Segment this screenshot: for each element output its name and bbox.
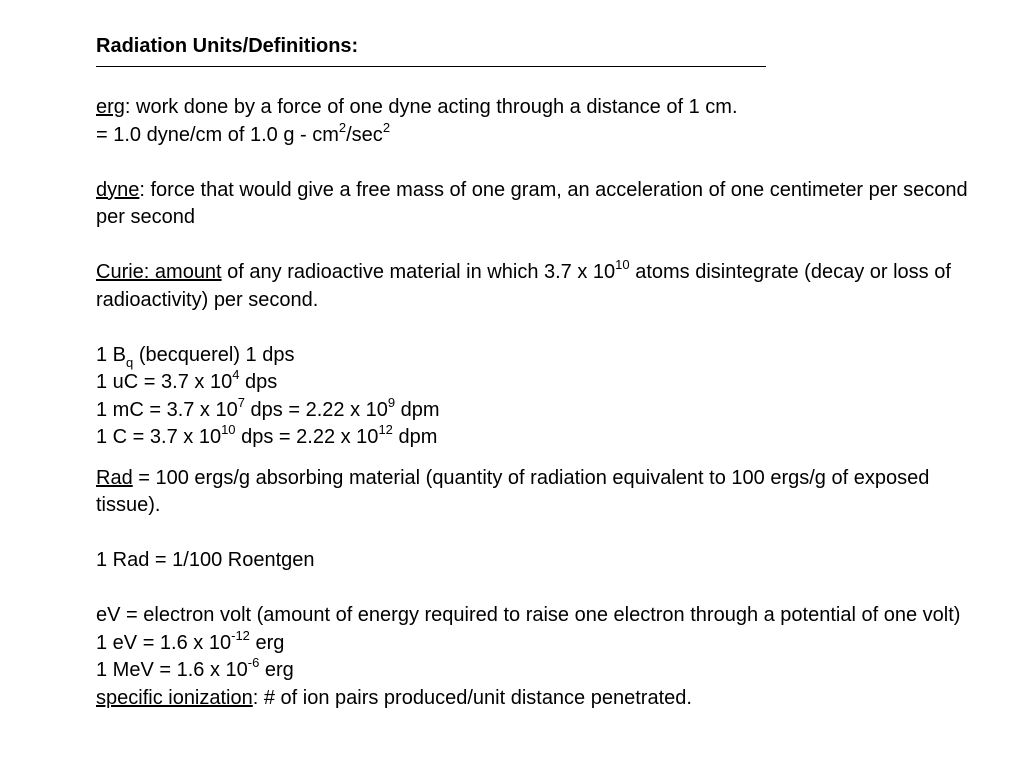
spacer	[96, 67, 996, 95]
spacer	[96, 575, 996, 603]
specific-ionization-definition	[96, 685, 996, 713]
mc-sup1: 7	[237, 394, 245, 410]
erg-eq-exp1: 2	[338, 119, 347, 135]
spacer	[96, 149, 996, 177]
erg-eq-mid: /sec	[346, 123, 383, 146]
ev-sup: -12	[231, 627, 250, 643]
mc-a: 1 mC = 3.7 x 10	[96, 398, 238, 421]
dyne-term: dyne	[96, 178, 140, 201]
unit-becquerel	[96, 342, 996, 370]
curie-text-a: of any radioactive material in which 3.7 x 10	[221, 261, 616, 283]
mc-c: dpm	[395, 398, 440, 421]
uc-a: 1 uC = 3.7 x 10	[96, 371, 233, 393]
spacer	[96, 314, 996, 342]
rad-term: Rad	[96, 466, 133, 489]
uc-b: dps	[239, 371, 278, 393]
erg-equation	[96, 119, 996, 150]
spacer	[96, 520, 996, 548]
c-sup2: 12	[378, 422, 393, 438]
ev-a: 1 eV = 1.6 x 10	[96, 631, 232, 654]
curie-text-b: atoms disintegrate (decay or loss of radioactivity) per second.	[96, 261, 951, 311]
erg-eq-exp2: 2	[382, 119, 391, 135]
unit-curie	[96, 424, 996, 452]
c-sup1: 10	[221, 422, 236, 438]
rad-roentgen-relation: 1 Rad = 1/100 Roentgen	[96, 549, 315, 571]
rad-definition-text: = 100 ergs/g absorbing material (quantity of radiation equivalent to 100 ergs/g of exposed tissue).	[96, 466, 930, 516]
erg-eq-prefix: = 1.0 dyne/cm of 1.0 g - cm	[96, 123, 339, 146]
bq-a: 1 B	[96, 343, 127, 366]
erg-definition	[96, 94, 996, 122]
dyne-definition	[96, 177, 996, 232]
curie-definition	[96, 259, 996, 314]
bq-b: (becquerel) 1 dps	[133, 343, 295, 366]
mev-value	[96, 657, 996, 685]
mc-sup2: 9	[387, 394, 396, 410]
uc-sup: 4	[232, 367, 240, 383]
rad-definition	[96, 465, 996, 520]
specific-ionization-term: specific ionization	[96, 686, 253, 709]
ev-value	[96, 627, 996, 658]
mev-sup: -6	[247, 655, 260, 671]
document-page	[96, 33, 996, 712]
bq-sub: q	[126, 354, 134, 370]
mev-b: erg	[259, 659, 294, 681]
mc-b: dps = 2.22 x 10	[244, 398, 388, 421]
erg-definition-text: : work done by a force of one dyne acting through a distance of 1 cm.	[124, 96, 738, 118]
mev-a: 1 MeV = 1.6 x 10	[96, 659, 248, 681]
erg-term: erg	[96, 96, 125, 118]
curie-exp: 10	[615, 257, 630, 273]
specific-ionization-text: : # of ion pairs produced/unit distance penetrated.	[252, 686, 692, 709]
unit-microcurie	[96, 369, 996, 397]
curie-term: Curie: amount	[96, 261, 222, 283]
dyne-definition-text: : force that would give a free mass of one gram, an acceleration of one centimeter per second per second	[96, 178, 968, 228]
c-b: dps = 2.22 x 10	[235, 426, 379, 448]
unit-millicurie	[96, 394, 996, 425]
spacer	[96, 452, 996, 465]
ev-b: erg	[249, 631, 285, 654]
c-c: dpm	[392, 426, 438, 448]
page-title: Radiation Units/Definitions:	[96, 35, 359, 57]
spacer	[96, 232, 996, 260]
c-a: 1 C = 3.7 x 10	[96, 426, 222, 448]
ev-definition: eV = electron volt (amount of energy required to raise one electron through a potential of one volt)	[96, 604, 961, 626]
